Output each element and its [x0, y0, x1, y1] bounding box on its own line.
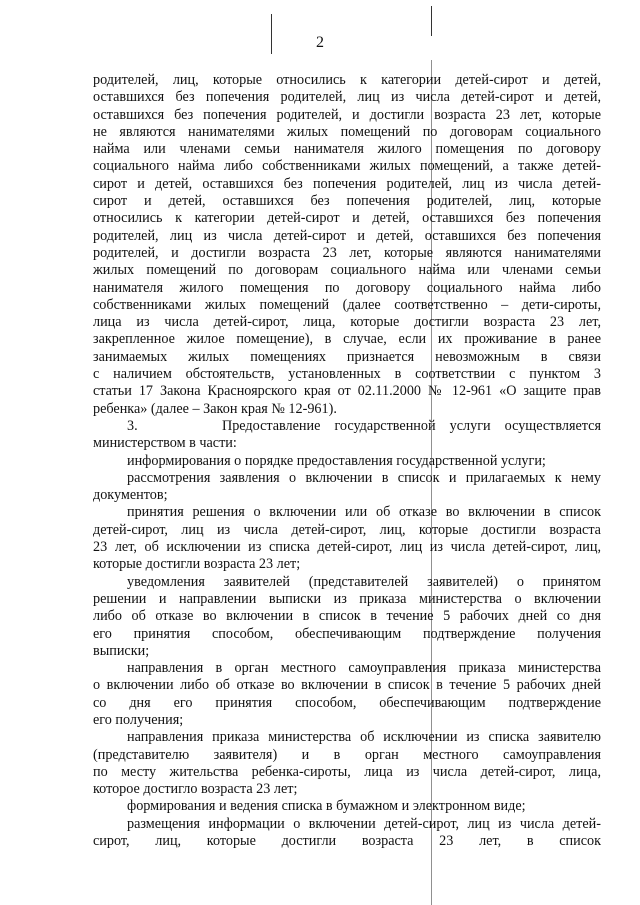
text-line: не являются нанимателями жилых помещений по договорам социального [93, 123, 601, 140]
text-line: сирот и детей, оставшихся без попечения родителей, лиц из числа детей- [93, 175, 601, 192]
text-line: родителей, и достигли возраста 23 лет, которые являются нанимателями [93, 244, 601, 261]
text-line: рассмотрения заявления о включении в список и прилагаемых к нему [127, 469, 601, 486]
text-line: министерством в части: [93, 435, 237, 452]
text-line: по месту жительства ребенка-сироты, лица из числа детей-сирот, лица, [93, 763, 601, 780]
text-line: его принятия способом, обеспечивающим подтверждение получения [93, 625, 601, 642]
text-line: детей-сирот, лиц из числа детей-сирот, лиц, которые достигли возраста [93, 521, 601, 538]
text-line: нанимателя жилого помещения по договору социального найма либо [93, 279, 601, 296]
text-line: ребенка» (далее – Закон края № 12-961). [93, 400, 337, 417]
text-line: занимаемых жилых помещениях признается невозможным в связи [93, 348, 601, 365]
text-line: выписки; [93, 642, 150, 659]
text-line: со дня его принятия способом, обеспечивающим подтверждение [93, 694, 601, 711]
text-line: сирот и детей, оставшихся без попечения родителей, лиц, которые [93, 193, 601, 210]
text-line: уведомления заявителей (представителей заявителей) о принятом [127, 573, 601, 590]
text-line: решении и направлении выписки из приказа министерства о включении [93, 590, 601, 607]
text-line: статьи 17 Закона Красноярского края от 02.11.2000 № 12-961 «О защите прав [93, 383, 601, 400]
text-line: информирования о порядке предоставления государственной услуги; [127, 452, 546, 469]
text-line: закрепленное жилое помещение), в случае, если их проживание в ранее [93, 331, 601, 348]
text-line: оставшихся без попечения родителей, лиц из числа детей-сирот и детей, [93, 89, 601, 106]
text-line: формирования и ведения списка в бумажном и электронном виде; [127, 798, 526, 815]
text-line: 23 лет, об исключении из списка детей-сирот, лиц из числа детей-сирот, лиц, [93, 539, 601, 556]
text-line: размещения информации о включении детей-сирот, лиц из числа детей- [127, 815, 601, 832]
text-line: 3. Предоставление государственной услуги осуществляется [127, 417, 601, 434]
text-line: относились к категории детей-сирот и детей, оставшихся без попечения [93, 210, 601, 227]
text-line: принятия решения о включении или об отказе во включении в список [127, 504, 601, 521]
text-line: жилых помещений по договорам социального найма или членами семьи [93, 262, 601, 279]
text-line: о включении либо об отказе во включении в список в течение 5 рабочих дней [93, 677, 601, 694]
text-line: социального найма либо собственниками жилых помещений, а также детей- [93, 158, 601, 175]
text-line: либо об отказе во включении в список в течение 5 рабочих дней со дня [93, 608, 601, 625]
text-line: документов; [93, 487, 168, 504]
text-line: сирот, лиц, которые достигли возраста 23 лет, в список [93, 833, 601, 850]
text-line: родителей, лиц из числа детей-сирот и детей, оставшихся без попечения [93, 227, 601, 244]
document-body [93, 72, 601, 850]
text-line: родителей, лиц, которые относились к категории детей-сирот и детей, [93, 72, 601, 88]
text-line: (представителю заявителя) и в орган местного самоуправления [93, 746, 601, 763]
scan-fold-line-top [431, 6, 432, 36]
text-line: направления приказа министерства об исключении из списка заявителю [127, 729, 601, 746]
text-line: лица из числа детей-сирот, лица, которые достигли возраста 23 лет, [93, 314, 601, 331]
text-line: оставшихся без попечения родителей, и достигли возраста 23 лет, которые [93, 106, 601, 123]
page-number: 2 [316, 34, 324, 51]
text-line: найма или членами семьи нанимателя жилого помещения по договору [93, 141, 601, 158]
text-line: которое достигло возраста 23 лет; [93, 781, 298, 798]
text-line: его получения; [93, 711, 184, 728]
text-line: собственниками жилых помещений (далее соответственно – дети-сироты, [93, 296, 601, 313]
text-line: которые достигли возраста 23 лет; [93, 556, 301, 573]
text-line: направления в орган местного самоуправления приказа министерства [127, 660, 601, 677]
text-line: с наличием обстоятельств, установленных в соответствии с пунктом 3 [93, 366, 601, 383]
